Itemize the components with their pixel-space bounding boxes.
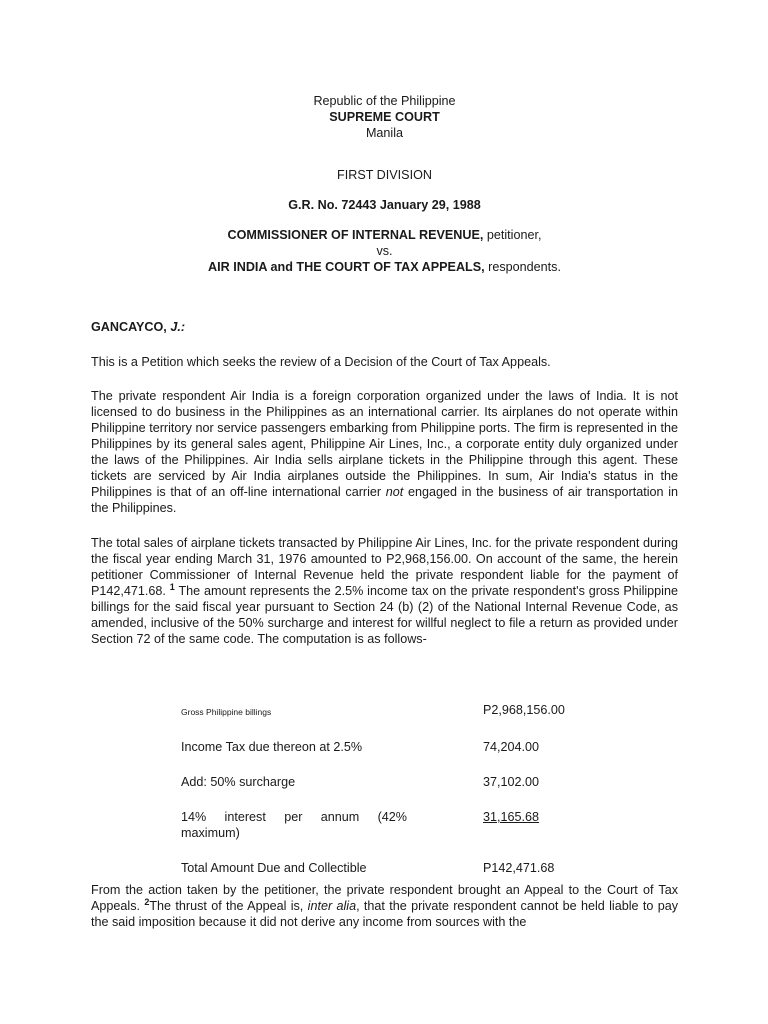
court-city: Manila: [365, 126, 404, 140]
case-number: G.R. No. 72443 January 29, 1988: [288, 198, 481, 212]
document-body: [91, 93, 678, 647]
gross-billings-amount: P2,968,156.00: [483, 703, 565, 717]
paragraph-4-emphasis: inter alia: [307, 899, 357, 913]
document-header: [91, 93, 678, 275]
paragraph-4-text-a: From the action taken by the petitioner, the private respondent brought an Appeal to the Court of Tax Appeals.: [91, 883, 678, 913]
surcharge-label: Add: 50% surcharge: [181, 775, 296, 789]
footnote-1-marker[interactable]: 1: [169, 582, 175, 592]
paragraph-3: [91, 535, 678, 647]
respondents-line: [91, 259, 678, 275]
ponente-name: GANCAYCO,: [91, 320, 171, 334]
income-tax-amount: 74,204.00: [483, 740, 540, 754]
footnote-2-marker[interactable]: 2: [144, 897, 150, 907]
table-row: [181, 860, 603, 876]
paragraph-4: [91, 882, 678, 930]
paragraph-2: [91, 388, 678, 516]
table-row: [181, 774, 603, 790]
petitioner-role: petitioner,: [483, 228, 542, 242]
gross-billings-label: Gross Philippine billings: [181, 707, 272, 717]
table-row: [181, 809, 603, 841]
total-label: Total Amount Due and Collectible: [181, 861, 367, 875]
paragraph-4-text-c: , that the private respondent cannot be held liable to pay the said imposition because it did not derive any income from sources with the: [91, 899, 678, 929]
versus-line: vs.: [376, 244, 393, 258]
paragraph-3-text-b: The amount represents the 2.5% income tax on the private respondent's gross Philippine billings for the said fiscal year pursuant to Section 24 (b) (2) of the National Internal Revenue Code, as amended, inclusive of the 50% surcharge and interest for willful neglect to file a return as provided under Section 72 of the same code. The computation is as follows-: [91, 584, 678, 646]
paragraph-1: This is a Petition which seeks the review of a Decision of the Court of Tax Appeals.: [91, 355, 551, 369]
division-name: FIRST DIVISION: [337, 168, 432, 182]
interest-amount: 31,165.68: [483, 810, 540, 824]
respondents-role: respondents.: [484, 260, 561, 274]
ponente-suffix: J.:: [170, 320, 186, 334]
petitioner-line: [91, 227, 678, 243]
surcharge-amount: 37,102.00: [483, 775, 540, 789]
computation-label: [181, 702, 483, 719]
respondents-name: AIR INDIA and THE COURT OF TAX APPEALS,: [208, 260, 485, 274]
table-row: [181, 702, 603, 719]
ponente: [91, 319, 678, 335]
paragraph-4-text-b: The thrust of the Appeal is,: [149, 899, 308, 913]
paragraph-2-emphasis: not: [385, 485, 404, 499]
petitioner-name: COMMISSIONER OF INTERNAL REVENUE,: [227, 228, 484, 242]
paragraph-2-text-a: The private respondent Air India is a foreign corporation organized under the laws of India. It is not licensed to do business in the Philippines as an international carrier. Its airplanes do not operate within Philippine territory nor service passengers embarking from Philippine ports. The firm is represented in the Philippines by its general sales agent, Philippine Air Lines, Inc., a corporate entity duly organized under the laws of the Philippines. Air India sells airplane tickets in the Philippine through this agent. These tickets are serviced by Air India airplanes outside the Philippines. In sum, Air India's status in the Philippines is that of an off-line international carrier: [91, 389, 678, 499]
table-row: [181, 739, 603, 755]
interest-label: 14% interest per annum (42% maximum): [181, 810, 407, 840]
income-tax-label: Income Tax due thereon at 2.5%: [181, 740, 363, 754]
paragraph-2-text-b: engaged in the business of air transportation in the Philippines.: [91, 485, 678, 515]
paragraph-3-text-a: The total sales of airplane tickets transacted by Philippine Air Lines, Inc. for the private respondent during the fiscal year ending March 31, 1976 amounted to P2,968,156.00. On account of the same, the herein petitioner Commissioner of Internal Revenue held the private respondent liable for the payment of P142,471.68.: [91, 536, 678, 598]
court-name: SUPREME COURT: [329, 110, 440, 124]
republic-line: Republic of the Philippine: [313, 94, 456, 108]
total-amount: P142,471.68: [483, 861, 555, 875]
tax-computation-table: [181, 702, 603, 876]
